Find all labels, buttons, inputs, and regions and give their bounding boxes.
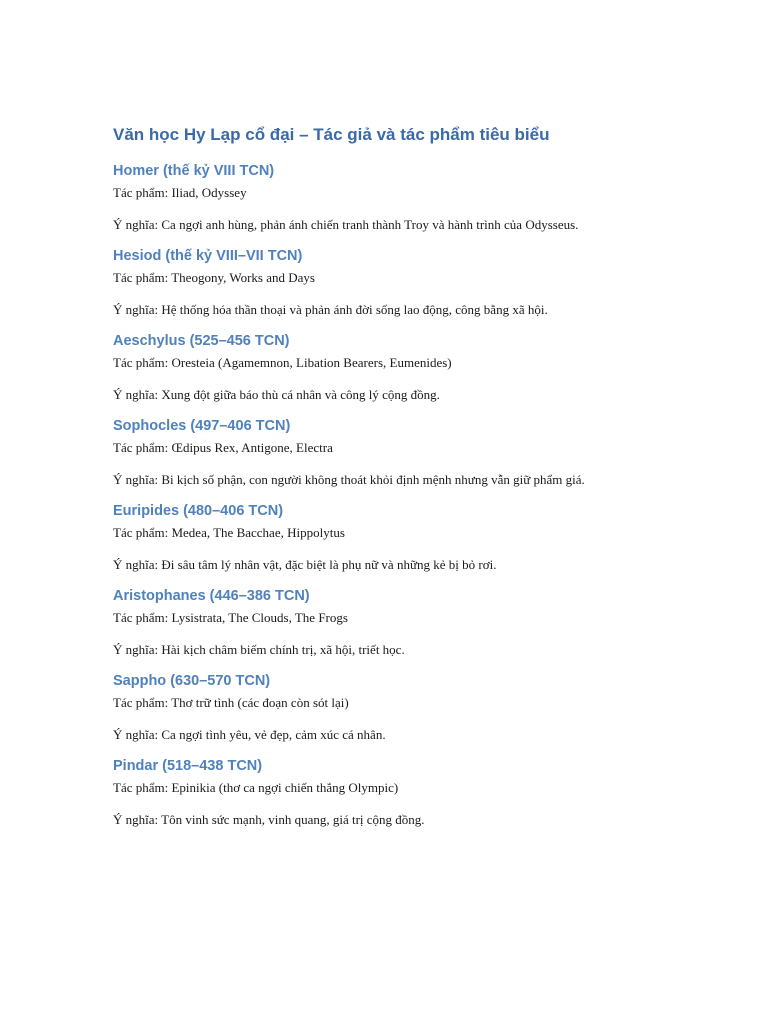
author-heading: Homer (thế kỷ VIII TCN) [113,163,275,179]
document-title: Văn học Hy Lạp cổ đại – Tác giả và tác phẩm tiêu biểu [113,125,550,144]
works-line: Tác phẩm: Epinikia (thơ ca ngợi chiến thắng Olympic) [113,780,399,795]
author-heading: Aristophanes (446–386 TCN) [113,588,310,604]
author-heading: Sophocles (497–406 TCN) [113,418,291,434]
meaning-line: Ý nghĩa: Đi sâu tâm lý nhân vật, đặc biệt là phụ nữ và những kẻ bị bỏ rơi. [113,557,497,572]
author-heading: Pindar (518–438 TCN) [113,758,263,774]
meaning-line: Ý nghĩa: Tôn vinh sức mạnh, vinh quang, giá trị cộng đồng. [113,812,425,827]
works-line: Tác phẩm: Thơ trữ tình (các đoạn còn sót lại) [113,695,349,710]
meaning-line: Ý nghĩa: Ca ngợi tình yêu, vẻ đẹp, cảm xúc cá nhân. [113,727,386,742]
meaning-line: Ý nghĩa: Ca ngợi anh hùng, phản ánh chiến tranh thành Troy và hành trình của Odysseus. [113,217,579,232]
meaning-line: Ý nghĩa: Hệ thống hóa thần thoại và phản ánh đời sống lao động, công bằng xã hội. [113,302,548,317]
works-line: Tác phẩm: Lysistrata, The Clouds, The Frogs [113,610,348,625]
author-section-hesiod [113,246,713,319]
meaning-line: Ý nghĩa: Bi kịch số phận, con người không thoát khỏi định mệnh nhưng vẫn giữ phẩm giá. [113,472,585,487]
author-section-sophocles [113,416,713,489]
author-section-euripides [113,501,713,574]
author-section-pindar [113,756,713,829]
author-heading: Sappho (630–570 TCN) [113,673,271,689]
author-heading: Aeschylus (525–456 TCN) [113,333,290,349]
works-line: Tác phẩm: Oresteia (Agamemnon, Libation Bearers, Eumenides) [113,355,452,370]
meaning-line: Ý nghĩa: Hài kịch châm biếm chính trị, xã hội, triết học. [113,642,405,657]
author-section-aristophanes [113,586,713,659]
works-line: Tác phẩm: Iliad, Odyssey [113,185,247,200]
author-heading: Hesiod (thế kỷ VIII–VII TCN) [113,248,303,264]
works-line: Tác phẩm: Œdipus Rex, Antigone, Electra [113,440,333,455]
author-section-homer [113,161,713,234]
author-section-sappho [113,671,713,744]
meaning-line: Ý nghĩa: Xung đột giữa báo thù cá nhân và công lý cộng đồng. [113,387,440,402]
author-heading: Euripides (480–406 TCN) [113,503,284,519]
works-line: Tác phẩm: Medea, The Bacchae, Hippolytus [113,525,345,540]
author-section-aeschylus [113,331,713,404]
works-line: Tác phẩm: Theogony, Works and Days [113,270,315,285]
document-body [113,122,713,829]
